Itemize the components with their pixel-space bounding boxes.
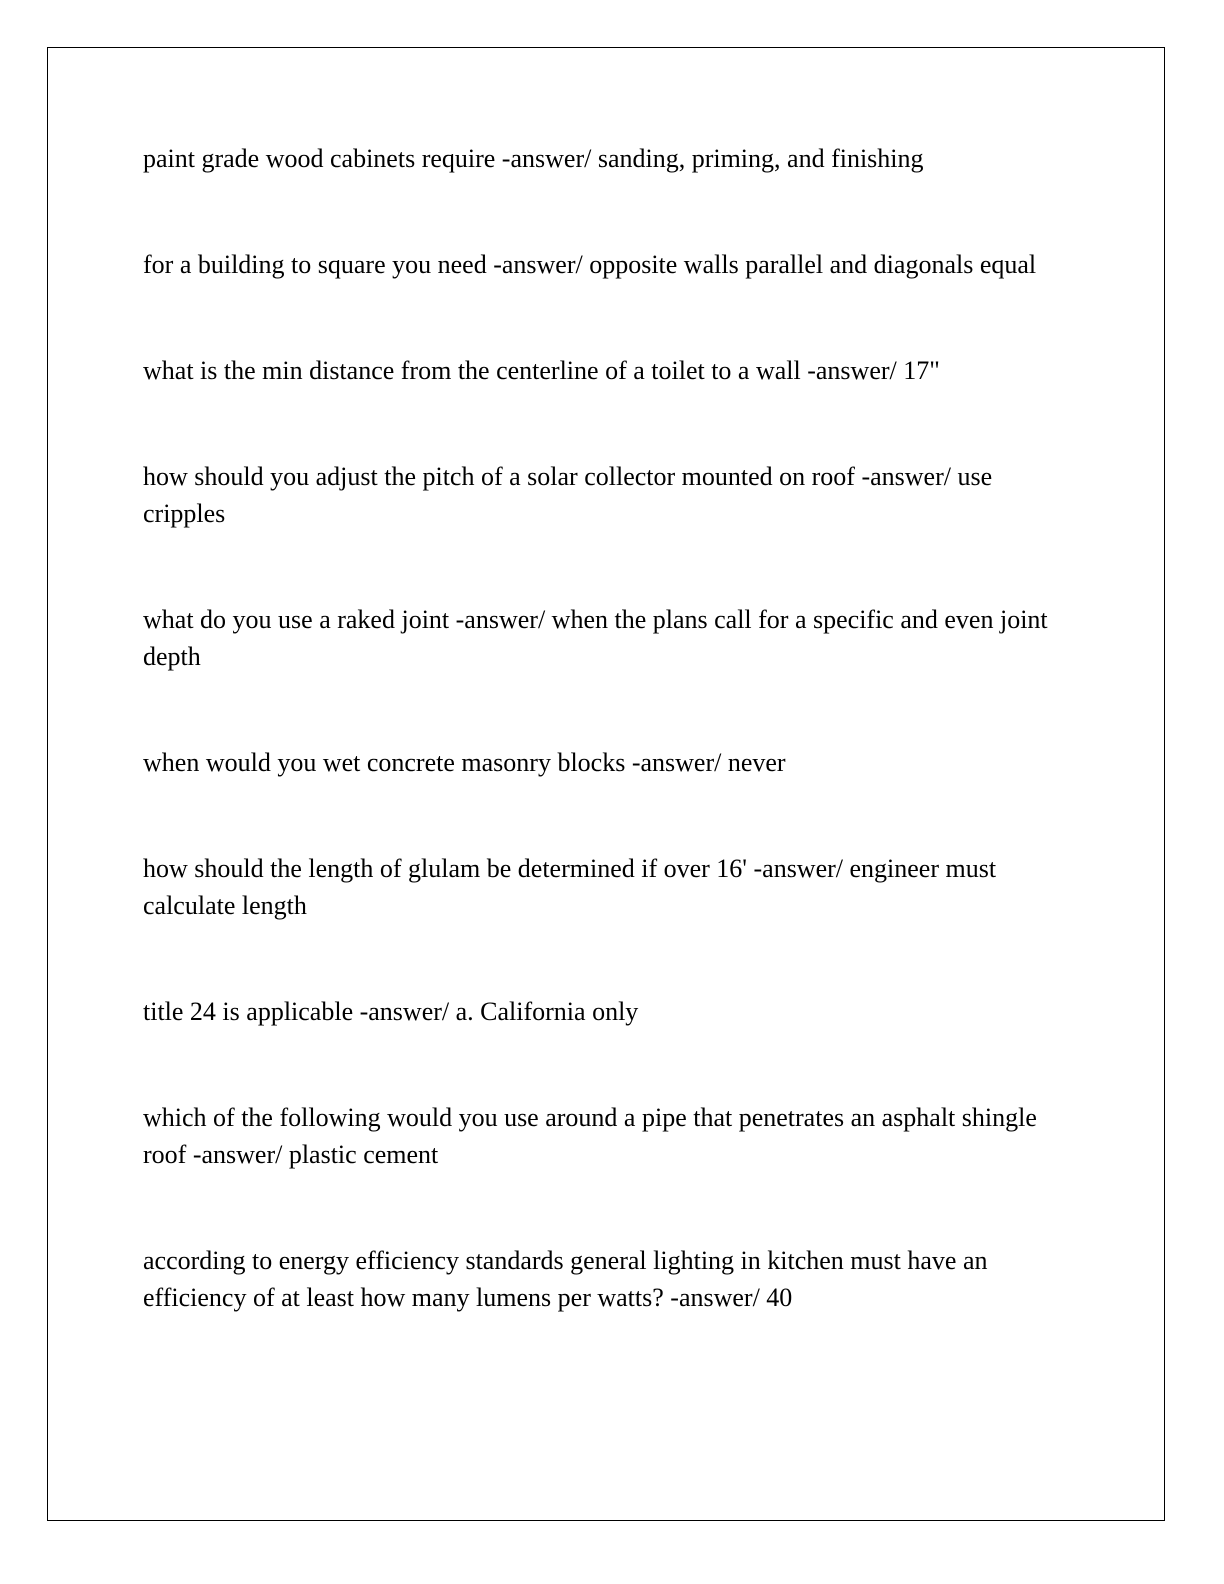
qa-item-2: for a building to square you need -answer/ opposite walls parallel and diagonals equal: [143, 250, 1037, 279]
qa-item-3: what is the min distance from the centerline of a toilet to a wall -answer/ 17": [143, 356, 940, 385]
qa-item-4: how should you adjust the pitch of a solar collector mounted on roof -answer/ use cripples: [143, 462, 993, 528]
qa-item-9: which of the following would you use around a pipe that penetrates an asphalt shingle roof -answer/ plastic cement: [143, 1103, 1037, 1169]
qa-item-5: what do you use a raked joint -answer/ when the plans call for a specific and even joint depth: [143, 605, 1048, 671]
qa-item-8: title 24 is applicable -answer/ a. California only: [143, 997, 639, 1026]
qa-item-1: paint grade wood cabinets require -answer/ sanding, priming, and finishing: [143, 144, 924, 173]
qa-item-7: how should the length of glulam be determined if over 16' -answer/ engineer must calculate length: [143, 854, 997, 920]
qa-item-10: according to energy efficiency standards general lighting in kitchen must have an efficiency of at least how many lumens per watts? -answer/ 40: [143, 1246, 988, 1312]
qa-list: [143, 140, 1073, 1385]
qa-item-6: when would you wet concrete masonry blocks -answer/ never: [143, 748, 786, 777]
